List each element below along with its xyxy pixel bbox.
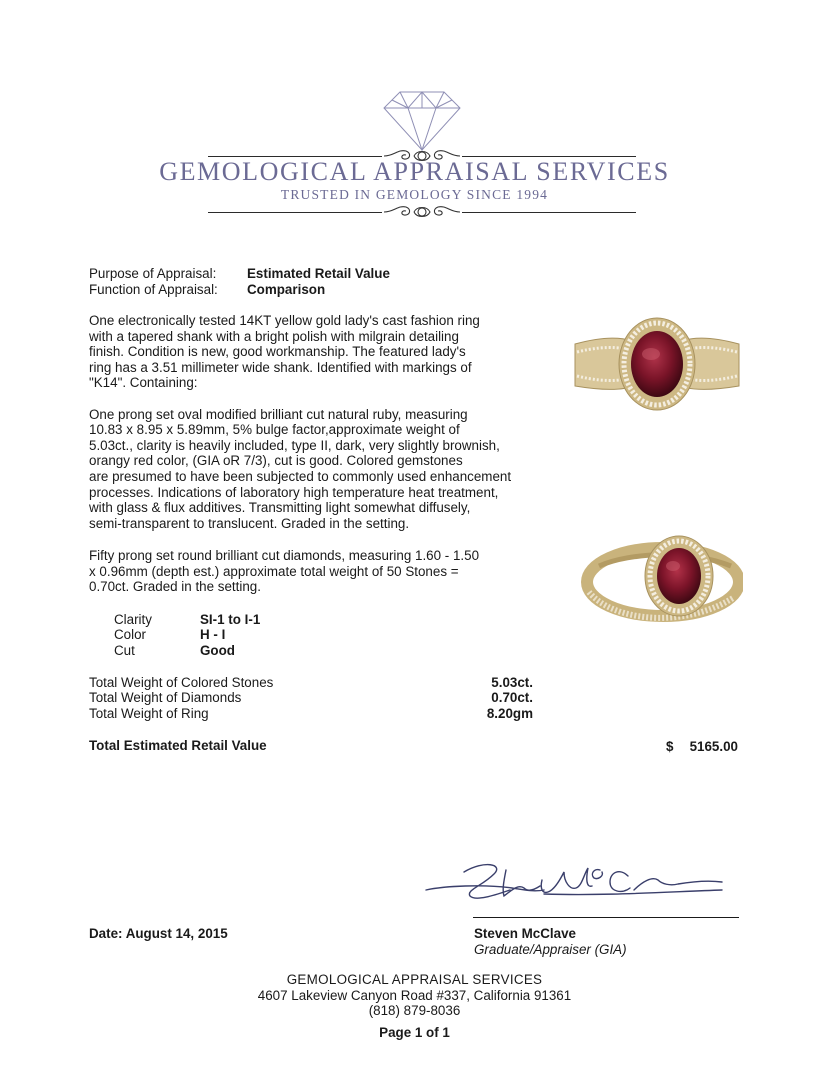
retail-amount: 5165.00: [689, 739, 738, 754]
ruby-description-line: semi-transparent to translucent. Graded in the setting.: [89, 516, 410, 531]
flourish-ornament-icon: [382, 202, 462, 222]
page-number: Page 1 of 1: [379, 1025, 450, 1040]
footer-address: 4607 Lakeview Canyon Road #337, California 91361: [257, 988, 572, 1003]
header-bottom-rule-left: [208, 212, 382, 213]
retail-currency-symbol: $: [666, 739, 674, 754]
ruby-description-line: with glass & flux additives. Transmitting light somewhat diffusely,: [89, 500, 471, 515]
handwritten-signature: [424, 850, 724, 912]
header-bottom-rule-right: [462, 212, 636, 213]
total-diamonds-label: Total Weight of Diamonds: [89, 690, 242, 705]
ruby-description-line: orangy red color, (GIA oR 7/3), cut is good. Colored gemstones: [89, 453, 463, 468]
grading-value-cut: Good: [200, 643, 235, 658]
ring-description-line: "K14". Containing:: [89, 375, 198, 390]
diamond-description-line: Fifty prong set round brilliant cut diamonds, measuring 1.60 - 1.50: [89, 548, 480, 563]
diamond-description-line: x 0.96mm (depth est.) approximate total weight of 50 Stones =: [89, 564, 459, 579]
appraisal-date: Date: August 14, 2015: [89, 926, 228, 941]
purpose-label: Purpose of Appraisal:: [89, 266, 217, 281]
function-label: Function of Appraisal:: [89, 282, 218, 297]
ruby-ring-top-view-photo: [571, 300, 743, 428]
ruby-ring-side-view-photo: [571, 520, 743, 648]
footer-phone: (818) 879-8036: [368, 1003, 461, 1018]
total-ring-weight-value: 8.20gm: [486, 706, 533, 721]
grading-value-color: H - I: [200, 627, 226, 642]
diamond-logo-icon: [382, 90, 462, 152]
diamond-description-line: 0.70ct. Graded in the setting.: [89, 579, 261, 594]
footer-company: GEMOLOGICAL APPRAISAL SERVICES: [286, 972, 543, 987]
company-tagline: TRUSTED IN GEMOLOGY SINCE 1994: [280, 187, 549, 202]
ruby-description-line: processes. Indications of laboratory high temperature heat treatment,: [89, 485, 499, 500]
appraiser-title: Graduate/Appraiser (GIA): [474, 942, 627, 957]
total-colored-stones-label: Total Weight of Colored Stones: [89, 675, 274, 690]
retail-value-label: Total Estimated Retail Value: [89, 738, 267, 753]
signature-line: [473, 917, 739, 918]
company-title: GEMOLOGICAL APPRAISAL SERVICES: [159, 157, 670, 186]
grading-label-cut: Cut: [114, 643, 135, 658]
ruby-description-line: One prong set oval modified brilliant cut natural ruby, measuring: [89, 407, 468, 422]
grading-label-color: Color: [114, 627, 146, 642]
grading-label-clarity: Clarity: [114, 612, 152, 627]
ring-description-line: finish. Condition is new, good workmanship. The featured lady's: [89, 344, 466, 359]
ruby-description-line: 5.03ct., clarity is heavily included, type II, dark, very slightly brownish,: [89, 438, 500, 453]
purpose-value: Estimated Retail Value: [247, 266, 390, 281]
ring-description-line: One electronically tested 14KT yellow gold lady's cast fashion ring: [89, 313, 480, 328]
ring-description-line: with a tapered shank with a bright polish with milgrain detailing: [89, 329, 459, 344]
ruby-description-line: 10.83 x 8.95 x 5.89mm, 5% bulge factor,approximate weight of: [89, 422, 460, 437]
grading-value-clarity: SI-1 to I-1: [200, 612, 261, 627]
total-diamonds-value: 0.70ct.: [491, 690, 533, 705]
ring-description-line: ring has a 3.51 millimeter wide shank. Identified with markings of: [89, 360, 472, 375]
function-value: Comparison: [247, 282, 326, 297]
appraiser-name: Steven McClave: [474, 926, 576, 941]
total-ring-weight-label: Total Weight of Ring: [89, 706, 209, 721]
ruby-description-line: are presumed to have been subjected to commonly used enhancement: [89, 469, 512, 484]
total-colored-stones-value: 5.03ct.: [491, 675, 533, 690]
